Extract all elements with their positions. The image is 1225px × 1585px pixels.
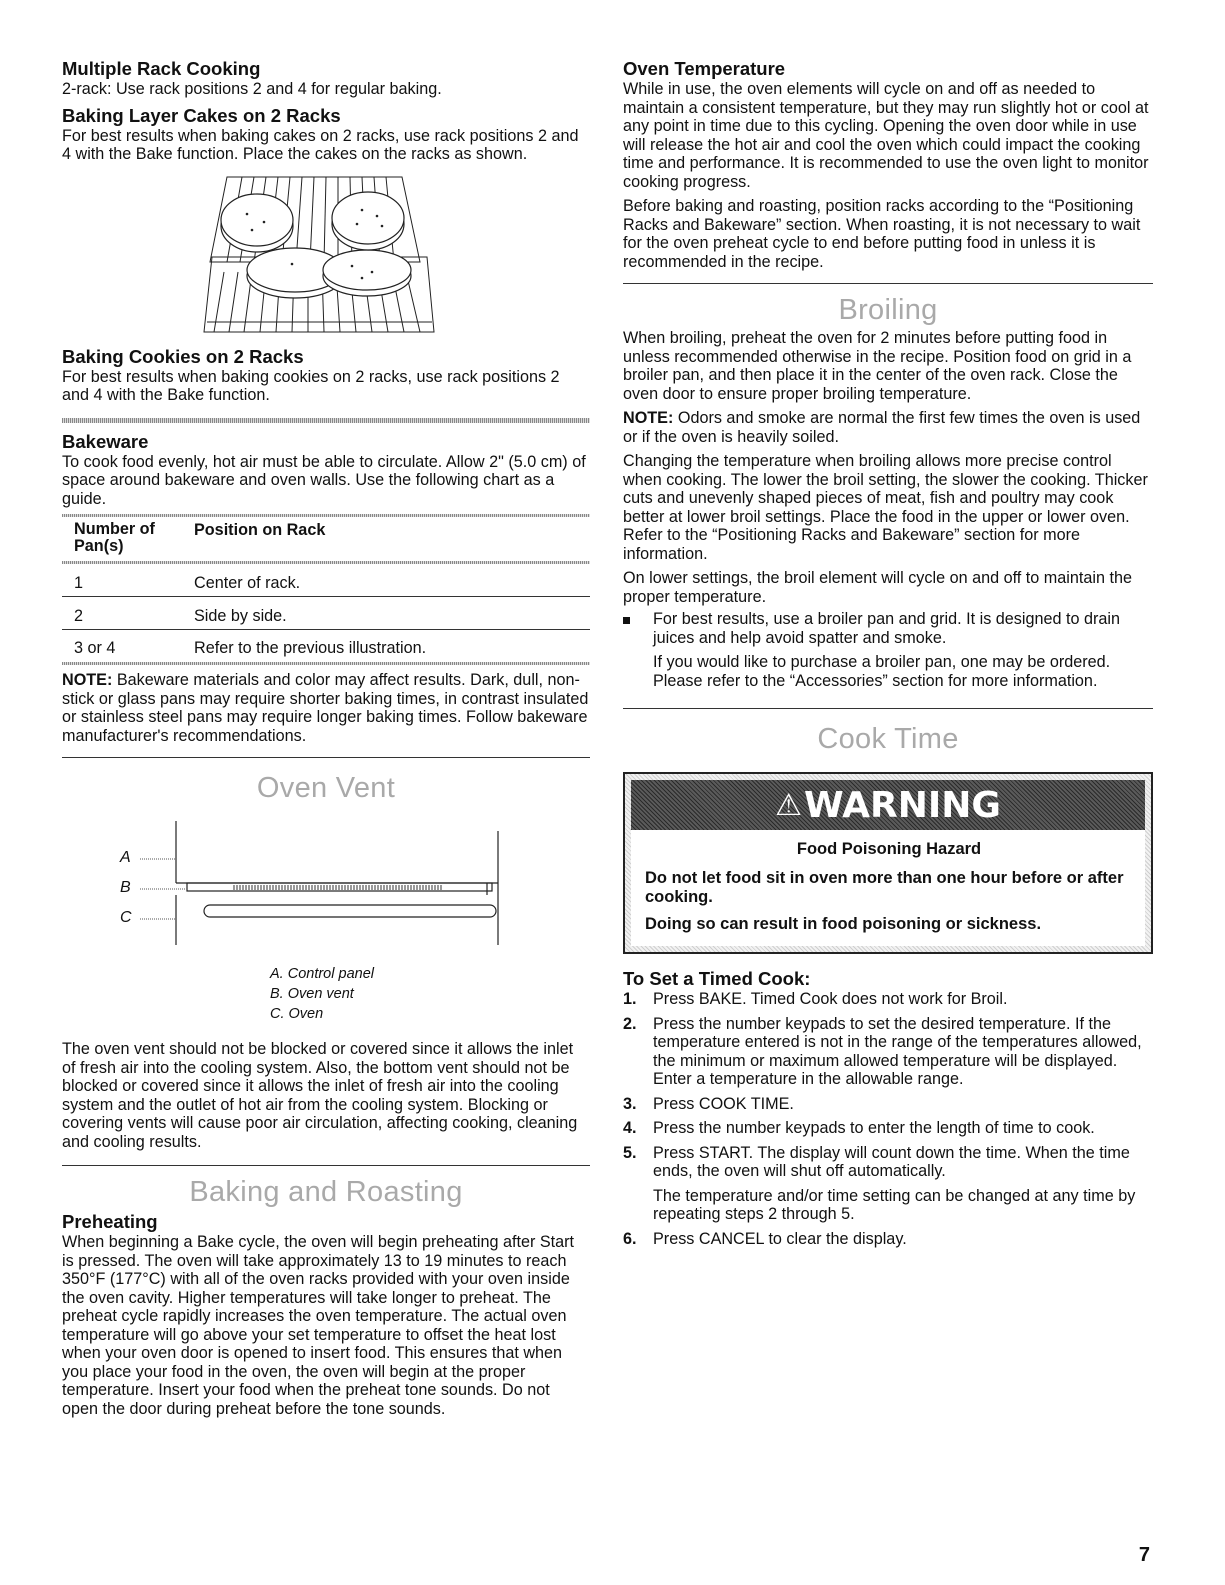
left-column xyxy=(62,58,590,1418)
bakeware-note xyxy=(62,671,590,745)
oven-vent-title: Oven Vent xyxy=(256,772,396,804)
note-label: NOTE: xyxy=(62,671,113,689)
vent-legend xyxy=(270,964,590,1024)
right-column xyxy=(623,58,1153,1248)
timed-cook-heading: To Set a Timed Cook: xyxy=(623,968,811,989)
section-rule xyxy=(62,757,590,758)
table-bottom-rule xyxy=(62,662,590,665)
section-divider xyxy=(62,418,590,423)
cell-number: 2 xyxy=(74,607,84,625)
broiling-text-1: When broiling, preheat the oven for 2 minutes before putting food in unless recommended otherwise in the recipe. Position food on grid in a broiler pan, and then place it in the center of the oven rack. Close the oven door to ensure proper broiling temperature. xyxy=(623,329,1132,403)
step-text: Press COOK TIME. xyxy=(653,1094,794,1113)
oven-temperature-heading: Oven Temperature xyxy=(623,58,786,79)
timed-cook-steps xyxy=(623,990,1153,1181)
bullet-text: For best results, use a broiler pan and grid. It is designed to drain juices and help avoid spatter and smoke. xyxy=(653,610,1120,647)
bakeware-table xyxy=(62,517,590,561)
warning-box xyxy=(623,772,1153,954)
note-text: Bakeware materials and color may affect results. Dark, dull, non-stick or glass pans may require shorter baking times, in contrast insulated or stainless steel pans may require longer baking times. Follow bakeware manufacturer's recommendations. xyxy=(62,671,589,745)
bakeware-heading: Bakeware xyxy=(62,430,149,452)
table-header-number: Number of Pan(s) xyxy=(74,520,155,555)
step-item xyxy=(623,1119,1153,1138)
step-number: 5. xyxy=(623,1143,637,1162)
step-item xyxy=(623,1144,1153,1181)
warning-text-2: Doing so can result in food poisoning or sickness. xyxy=(645,915,1042,933)
section-rule xyxy=(623,708,1153,709)
rack-illustration xyxy=(202,172,437,342)
step-text: Press the number keypads to set the desired temperature. If the temperature entered is not in the range of the temperatures allowed, the minimum or maximum allowed temperature will be displayed. Enter a temperature in the allowable range. xyxy=(653,1014,1142,1088)
warning-text-1: Do not let food sit in oven more than one hour before or after cooking. xyxy=(645,869,1124,906)
bullet-square-icon xyxy=(623,610,653,647)
step-number: 2. xyxy=(623,1014,637,1033)
label-b: B xyxy=(120,879,131,896)
oven-vent-text: The oven vent should not be blocked or covered since it allows the inlet of fresh air into the cooling system. Also, the bottom vent should not be blocked or covered since it allows the inlet of fresh air into the cooling system and the outlet of hot air from the cooling system. Blocking or covering vents will cause poor air circulation, affecting cooking, cleaning and cooling results. xyxy=(62,1040,578,1151)
cell-position: Side by side. xyxy=(194,607,287,625)
broiling-text-3: On lower settings, the broil element will cycle on and off to maintain the proper temperature. xyxy=(623,569,1132,606)
oven-temperature-text-1: While in use, the oven elements will cycle on and off as needed to maintain a consistent temperature, but they may run slightly hot or cool at any point in time due to this cycling. Opening the oven door while in use will release the hot air and cool the oven which could impact the cooking time and performance. It is recommended to use the oven light to monitor cooking progress. xyxy=(623,80,1149,191)
racks-with-cakes-image xyxy=(202,172,437,342)
warning-content xyxy=(631,830,1145,946)
step-text: Press CANCEL to clear the display. xyxy=(653,1229,907,1248)
broiling-bullet xyxy=(623,610,1153,647)
table-header-position: Position on Rack xyxy=(194,521,326,539)
legend-item: A. Control panel xyxy=(270,966,374,982)
warning-triangle-icon: ⚠ xyxy=(775,787,803,823)
step-5-sub: The temperature and/or time setting can be changed at any time by repeating steps 2 through 5. xyxy=(653,1186,1136,1223)
note-text: Odors and smoke are normal the first few times the oven is used or if the oven is heavily soiled. xyxy=(623,409,1141,446)
broiling-text-2: Changing the temperature when broiling allows more precise control when cooking. The lower the broil setting, the slower the cooking. Thicker cuts and unevenly shaped pieces of meat, fish and poultry may cook better at lower broil settings. Place the food in the upper or lower oven. Refer to the “Positioning Racks and Bakeware” section for more information. xyxy=(623,452,1148,563)
table-row xyxy=(62,564,590,596)
cookies-text: For best results when baking cookies on 2 racks, use rack positions 2 and 4 with the Bake function. xyxy=(62,367,560,404)
cook-time-title: Cook Time xyxy=(817,723,959,755)
layer-cakes-heading: Baking Layer Cakes on 2 Racks xyxy=(62,104,341,126)
preheating-text: When beginning a Bake cycle, the oven will begin preheating after Start is pressed. The oven will take approximately 13 to 19 minutes to reach 350°F (177°C) with all of the oven racks provided with your oven inside the oven cavity. Higher temperatures will take longer to preheat. The preheat cycle rapidly increases the oven temperature. The actual oven temperature will go above your set temperature to offset the heat lost when your oven door is opened to insert food. This ensures that when you place your food in the oven, the oven will begin at the proper temperature. Insert your food when the preheat tone sounds. Do not open the door during preheat before the tone sounds. xyxy=(62,1233,575,1418)
step-text: Press START. The display will count down the time. When the time ends, the oven will shut off automatically. xyxy=(653,1143,1130,1180)
section-rule xyxy=(62,1165,590,1166)
cell-position: Center of rack. xyxy=(194,574,301,593)
step-number: 1. xyxy=(623,990,637,1008)
cell-number: 3 or 4 xyxy=(74,639,116,658)
cookies-heading: Baking Cookies on 2 Racks xyxy=(62,345,304,367)
layer-cakes-text: For best results when baking cakes on 2 racks, use rack positions 2 and 4 with the Bake function. Place the cakes on the racks as shown. xyxy=(62,126,579,163)
hazard-title: Food Poisoning Hazard xyxy=(796,840,982,858)
step-item xyxy=(623,990,1153,1009)
bakeware-table-body xyxy=(62,564,590,660)
oven-vent-diagram xyxy=(62,815,590,950)
label-c: C xyxy=(120,909,132,926)
step-number: 4. xyxy=(623,1119,637,1137)
multiple-rack-heading: Multiple Rack Cooking xyxy=(62,58,261,79)
step-number: 6. xyxy=(623,1229,637,1248)
step-item xyxy=(623,1015,1153,1089)
page-number: 7 xyxy=(1138,1544,1150,1566)
legend-item: C. Oven xyxy=(270,1006,324,1022)
preheating-heading: Preheating xyxy=(62,1211,158,1232)
step-item xyxy=(623,1095,1153,1114)
timed-cook-steps-cont xyxy=(623,1230,1153,1249)
broiling-bullet-sub: If you would like to purchase a broiler pan, one may be ordered. Please refer to the “Accessories” section for more information. xyxy=(653,653,1111,690)
step-text: Press the number keypads to enter the length of time to cook. xyxy=(653,1119,1095,1137)
step-text: Press BAKE. Timed Cook does not work for Broil. xyxy=(653,990,1008,1008)
note-label: NOTE: xyxy=(623,409,674,427)
multiple-rack-text: 2-rack: Use rack positions 2 and 4 for regular baking. xyxy=(62,80,442,98)
broiling-note xyxy=(623,409,1153,446)
table-row xyxy=(62,596,590,629)
legend-item: B. Oven vent xyxy=(270,986,354,1002)
step-item xyxy=(623,1230,1153,1249)
broiling-title: Broiling xyxy=(838,294,938,326)
bakeware-text: To cook food evenly, hot air must be able to circulate. Allow 2" (5.0 cm) of space around bakeware and oven walls. Use the following chart as a guide. xyxy=(62,452,586,508)
cell-number: 1 xyxy=(74,574,84,593)
cell-position: Refer to the previous illustration. xyxy=(194,639,427,658)
warning-label: WARNING xyxy=(804,784,1001,826)
label-a: A xyxy=(120,849,131,866)
table-row xyxy=(62,629,590,660)
baking-roasting-title: Baking and Roasting xyxy=(189,1176,463,1208)
oven-vent-figure xyxy=(62,815,590,950)
oven-temperature-text-2: Before baking and roasting, position racks according to the “Positioning Racks and Bakeware” section. When roasting, it is not necessary to wait for the oven preheat cycle to end before putting food in unless it is recommended in the recipe. xyxy=(623,197,1141,271)
section-rule xyxy=(623,283,1153,284)
step-number: 3. xyxy=(623,1094,637,1113)
warning-header xyxy=(631,780,1145,830)
